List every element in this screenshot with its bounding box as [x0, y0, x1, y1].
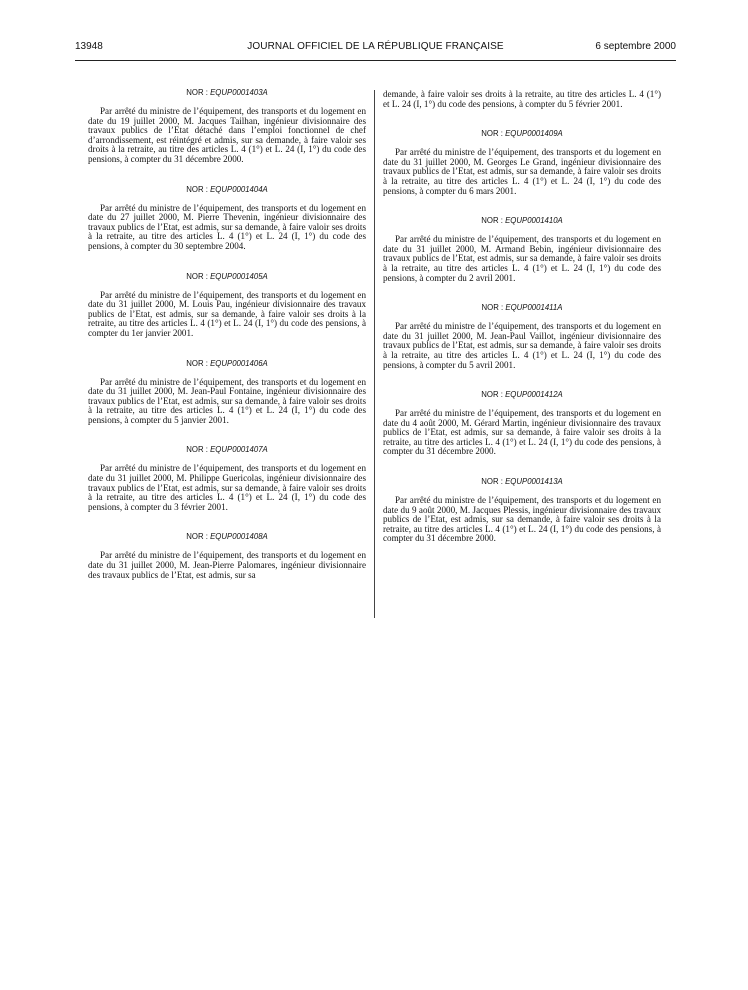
nor-label: NOR :	[481, 390, 503, 400]
decree-paragraph: Par arrêté du ministre de l’équipement, des transports et du logement en date du 19 juillet 2000, M. Jacques Tailhan, ingénieur divisionnaire des travaux publics de l’Etat détaché dans l’emploi fonctionnel de chef d’arrondissement, est réintégré et admis, sur sa demande, à faire valoir ses droits à la retraite, au titre des articles L. 4 (1°) et L. 24 (I, 1°) du code des pensions, à compter du 31 décembre 2000.	[88, 106, 366, 164]
nor-reference	[88, 185, 366, 194]
nor-reference	[88, 88, 366, 97]
publication-date: 6 septembre 2000	[595, 41, 676, 52]
right-column	[383, 90, 661, 564]
nor-label: NOR :	[481, 303, 504, 313]
decree-paragraph: Par arrêté du ministre de l’équipement, des transports et du logement en date du 4 août 2000, M. Gérard Martin, ingénieur divisionnaire des travaux publics de l’Etat, est admis, sur sa demande, à faire valoir ses droits à la retraite, au titre des articles L. 4 (1°) et L. 24 (I, 1°) du code des pensions, à compter du 31 décembre 2000.	[383, 408, 661, 457]
nor-reference	[383, 129, 661, 138]
nor-code: EQUP0001409A	[505, 129, 563, 139]
decree-paragraph: Par arrêté du ministre de l’équipement, des transports et du logement en date du 31 juillet 2000, M. Jean-Paul Vaillot, ingénieur divisionnaire des travaux publics de l’Etat, est admis, sur sa demande, à faire valoir ses droits à la retraite, au titre des articles L. 4 (1°) et L. 24 (I, 1°) du code des pensions, à compter du 5 avril 2001.	[383, 321, 661, 370]
nor-reference	[383, 216, 661, 225]
page-header	[75, 38, 676, 61]
nor-label: NOR :	[186, 445, 208, 455]
nor-label: NOR :	[186, 532, 208, 542]
page-number: 13948	[75, 41, 103, 52]
nor-label: NOR :	[186, 88, 208, 97]
decree-paragraph: Par arrêté du ministre de l’équipement, des transports et du logement en date du 31 juillet 2000, M. Philippe Guericolas, ingénieur divisionnaire des travaux publics de l’Etat, est admis, sur sa demande, à faire valoir ses droits à la retraite, au titre des articles L. 4 (1°) et L. 24 (I, 1°) du code des pensions, à compter du 3 février 2001.	[88, 463, 366, 512]
nor-reference	[88, 445, 366, 454]
decree-paragraph: Par arrêté du ministre de l’équipement, des transports et du logement en date du 9 août 2000, M. Jacques Plessis, ingénieur divisionnaire des travaux publics de l’Etat, est admis, sur sa demande, à faire valoir ses droits à la retraite, au titre des articles L. 4 (1°) et L. 24 (I, 1°) du code des pensions, à compter du 31 décembre 2000.	[383, 495, 661, 544]
decree-paragraph: Par arrêté du ministre de l’équipement, des transports et du logement en date du 31 juillet 2000, M. Jean-Pierre Palomares, ingénieur divisionnaire des travaux publics de l’Etat, est admis, sur sa	[88, 550, 366, 580]
nor-label: NOR :	[186, 358, 208, 368]
nor-code: EQUP0001412A	[505, 390, 563, 400]
left-column	[88, 88, 366, 600]
nor-reference	[383, 390, 661, 399]
nor-label: NOR :	[186, 184, 208, 194]
nor-code: EQUP0001407A	[210, 445, 268, 455]
decree-paragraph: Par arrêté du ministre de l’équipement, des transports et du logement en date du 31 juillet 2000, M. Georges Le Grand, ingénieur divisionnaire des travaux publics de l’Etat, est admis, sur sa demande, à faire valoir ses droits à la retraite, au titre des articles L. 4 (1°) et L. 24 (I, 1°) du code des pensions, à compter du 6 mars 2001.	[383, 147, 661, 196]
column-divider	[374, 90, 375, 618]
nor-code: EQUP0001408A	[210, 532, 268, 542]
decree-paragraph-continuation: demande, à faire valoir ses droits à la retraite, au titre des articles L. 4 (1°) et L. 24 (I, 1°) du code des pensions, à compter du 5 février 2001.	[383, 89, 661, 109]
nor-code: EQUP0001406A	[210, 358, 268, 368]
nor-code: EQUP0001410A	[505, 216, 563, 226]
nor-label: NOR :	[481, 216, 503, 226]
nor-label: NOR :	[481, 129, 503, 139]
nor-code: EQUP0001413A	[505, 477, 563, 487]
decree-paragraph: Par arrêté du ministre de l’équipement, des transports et du logement en date du 31 juillet 2000, M. Jean-Paul Fontaine, ingénieur divisionnaire des travaux publics de l’Etat, est admis, sur sa demande, à faire valoir ses droits à la retraite, au titre des articles L. 4 (1°) et L. 24 (I, 1°) du code des pensions, à compter du 5 janvier 2001.	[88, 376, 366, 425]
decree-paragraph: Par arrêté du ministre de l’équipement, des transports et du logement en date du 27 juillet 2000, M. Pierre Thevenin, ingénieur divisionnaire des travaux publics de l’Etat, est admis, sur sa demande, à faire valoir ses droits à la retraite, au titre des articles L. 4 (1°) et L. 24 (I, 1°) du code des pensions, à compter du 30 septembre 2004.	[88, 202, 366, 251]
nor-label: NOR :	[481, 477, 503, 487]
nor-reference	[88, 532, 366, 541]
journal-title: JOURNAL OFFICIEL DE LA RÉPUBLIQUE FRANÇAISE	[247, 41, 504, 52]
nor-code: EQUP0001405A	[210, 271, 268, 281]
nor-reference	[88, 359, 366, 368]
nor-reference	[88, 272, 366, 281]
decree-paragraph: Par arrêté du ministre de l’équipement, des transports et du logement en date du 31 juillet 2000, M. Armand Bebin, ingénieur divisionnaire des travaux publics de l’Etat, est admis, sur sa demande, à faire valoir ses droits à la retraite, au titre des articles L. 4 (1°) et L. 24 (I, 1°) du code des pensions, à compter du 2 avril 2001.	[383, 234, 661, 283]
nor-code: EQUP0001411A	[505, 303, 563, 313]
nor-code: EQUP0001404A	[210, 184, 268, 194]
decree-paragraph: Par arrêté du ministre de l’équipement, des transports et du logement en date du 31 juillet 2000, M. Louis Pau, ingénieur divisionnaire des travaux publics de l’Etat, est admis, sur sa demande, à faire valoir ses droits à la retraite, au titre des articles L. 4 (1°) et L. 24 (I, 1°) du code des pensions, à compter du 1er janvier 2001.	[88, 289, 366, 338]
nor-reference	[383, 303, 661, 312]
nor-reference	[383, 477, 661, 486]
nor-label: NOR :	[186, 271, 208, 281]
nor-code: EQUP0001403A	[210, 88, 268, 97]
